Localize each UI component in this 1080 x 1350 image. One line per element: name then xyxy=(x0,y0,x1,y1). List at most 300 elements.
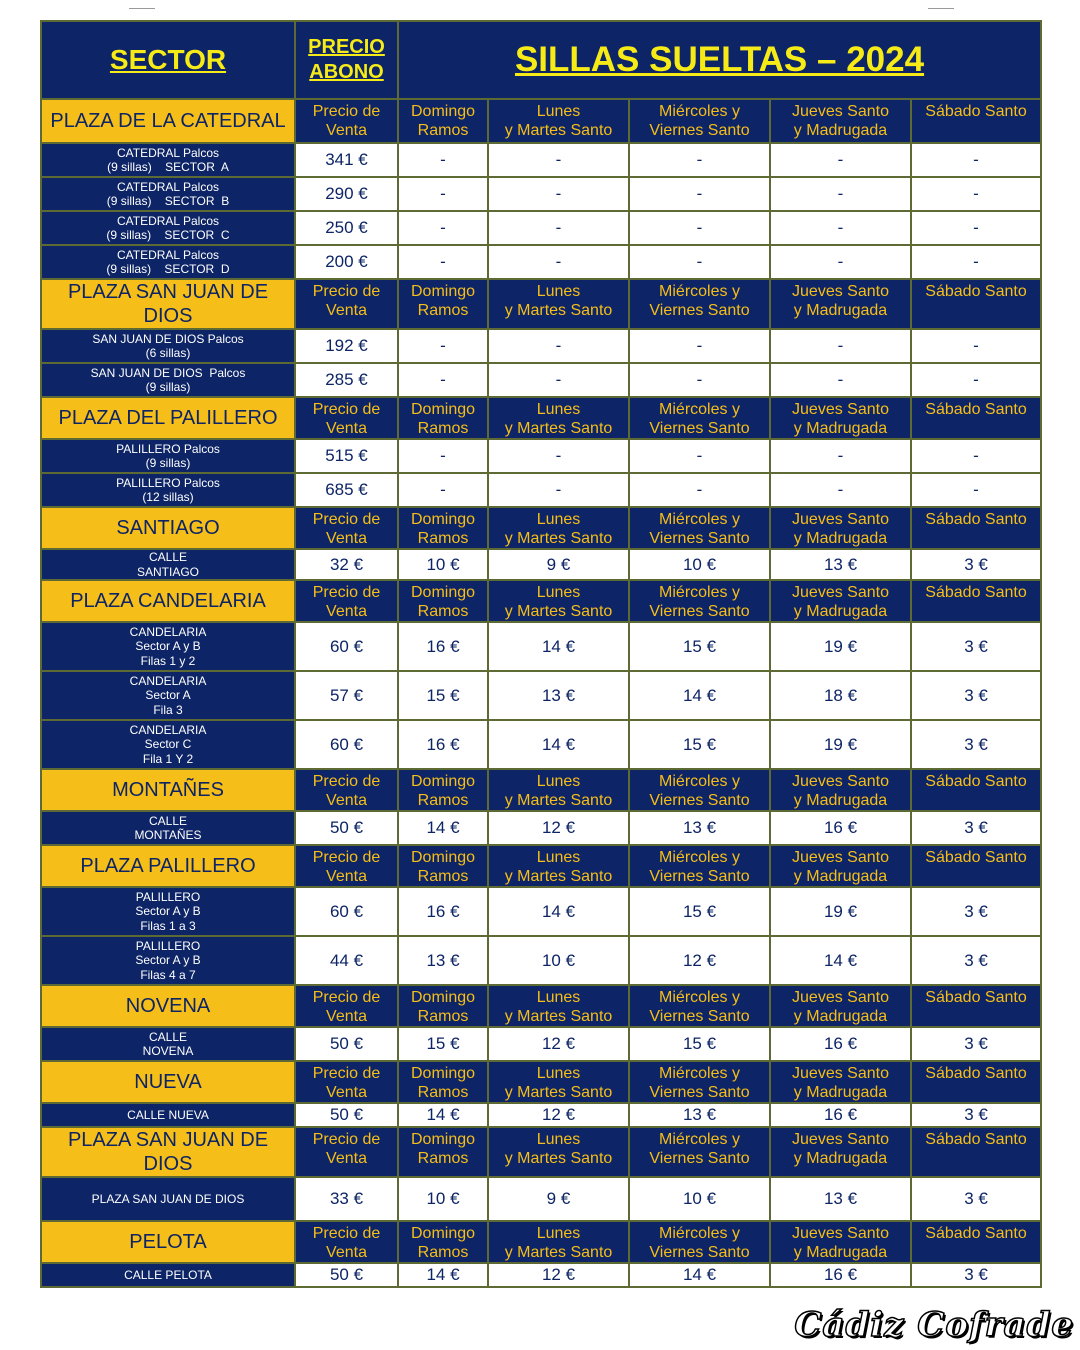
column-header xyxy=(911,845,1041,887)
price-cell: 3 € xyxy=(911,671,1041,720)
section-header-row xyxy=(41,99,1041,143)
price-cell: - xyxy=(629,177,770,211)
price-cell: 10 € xyxy=(398,1177,488,1221)
column-header xyxy=(911,985,1041,1027)
column-header-text: Lunes y Martes Santo xyxy=(504,1225,613,1261)
price-cell: 9 € xyxy=(488,1177,629,1221)
column-header-text: Precio de Venta xyxy=(312,584,381,620)
price-cell: 16 € xyxy=(770,1263,911,1287)
section-header-row xyxy=(41,985,1041,1027)
price-cell: 15 € xyxy=(629,887,770,936)
price-cell: 12 € xyxy=(488,1027,629,1061)
section-header-row xyxy=(41,1127,1041,1177)
section-name: SANTIAGO xyxy=(41,507,295,549)
column-header-text: Precio de Venta xyxy=(312,989,381,1025)
column-header xyxy=(488,985,629,1027)
price-cell: 250 € xyxy=(295,211,398,245)
column-header xyxy=(398,769,488,811)
column-header xyxy=(911,99,1041,143)
row-label xyxy=(41,887,295,936)
price-cell: 3 € xyxy=(911,549,1041,580)
column-header xyxy=(295,507,398,549)
column-header xyxy=(398,279,488,329)
section-header-row xyxy=(41,845,1041,887)
row-label xyxy=(41,329,295,363)
price-cell: - xyxy=(488,245,629,279)
price-cell: - xyxy=(770,439,911,473)
price-cell: 19 € xyxy=(770,887,911,936)
header-row xyxy=(41,21,1041,99)
row-label-text: PALILLERO Palcos (12 sillas) xyxy=(116,475,220,504)
table-row xyxy=(41,245,1041,279)
price-cell: 12 € xyxy=(488,1263,629,1287)
price-cell: - xyxy=(398,363,488,397)
column-header xyxy=(629,279,770,329)
column-header xyxy=(295,985,398,1027)
column-header-text: Lunes y Martes Santo xyxy=(504,849,613,885)
column-header xyxy=(911,1061,1041,1103)
price-cell: - xyxy=(488,211,629,245)
table-row xyxy=(41,622,1041,671)
column-header xyxy=(295,845,398,887)
section-name: PLAZA SAN JUAN DE DIOS xyxy=(41,1127,295,1177)
price-cell: 200 € xyxy=(295,245,398,279)
column-header-text: Lunes y Martes Santo xyxy=(504,584,613,620)
price-cell: - xyxy=(629,329,770,363)
price-cell: 3 € xyxy=(911,1103,1041,1127)
table-row xyxy=(41,1027,1041,1061)
row-label xyxy=(41,936,295,985)
price-cell: - xyxy=(488,143,629,177)
column-header-text: Sábado Santo xyxy=(925,584,1027,601)
column-header-text: Precio de Venta xyxy=(312,283,381,319)
price-cell: 14 € xyxy=(629,671,770,720)
row-label-text: CALLE PELOTA xyxy=(124,1267,212,1282)
price-cell: 12 € xyxy=(629,936,770,985)
row-label xyxy=(41,1027,295,1061)
precio-abono-header: PRECIO ABONO xyxy=(295,21,398,99)
price-cell: 13 € xyxy=(770,549,911,580)
row-label-text: CATEDRAL Palcos (9 sillas) SECTOR A xyxy=(107,145,229,174)
price-cell: - xyxy=(770,473,911,507)
column-header-text: Sábado Santo xyxy=(925,1225,1027,1242)
price-cell: - xyxy=(629,143,770,177)
price-cell: 33 € xyxy=(295,1177,398,1221)
column-header xyxy=(398,1127,488,1177)
price-cell: 285 € xyxy=(295,363,398,397)
price-cell: - xyxy=(911,211,1041,245)
column-header xyxy=(629,507,770,549)
price-cell: - xyxy=(488,439,629,473)
column-header xyxy=(398,1061,488,1103)
row-label xyxy=(41,720,295,769)
row-label xyxy=(41,549,295,580)
column-header xyxy=(911,580,1041,622)
price-cell: 3 € xyxy=(911,622,1041,671)
column-header-text: Domingo Ramos xyxy=(410,511,476,547)
price-table xyxy=(40,20,1042,1288)
column-header-text: Sábado Santo xyxy=(925,1065,1027,1082)
row-label xyxy=(41,671,295,720)
price-cell: - xyxy=(911,439,1041,473)
row-label xyxy=(41,1263,295,1287)
price-cell: 13 € xyxy=(488,671,629,720)
price-cell: 685 € xyxy=(295,473,398,507)
column-header xyxy=(770,397,911,439)
column-header-text: Miércoles y Viernes Santo xyxy=(649,103,750,139)
column-header-text: Precio de Venta xyxy=(312,773,381,809)
row-label-text: PALILLERO Sector A y B Filas 1 a 3 xyxy=(135,889,201,933)
table-row xyxy=(41,329,1041,363)
row-label xyxy=(41,1177,295,1221)
column-header-text: Sábado Santo xyxy=(925,511,1027,528)
column-header-text: Domingo Ramos xyxy=(410,1065,476,1101)
price-cell: 50 € xyxy=(295,1263,398,1287)
column-header-text: Jueves Santo y Madrugada xyxy=(792,511,889,547)
table-row xyxy=(41,671,1041,720)
column-header xyxy=(295,99,398,143)
row-label-text: CALLE MONTAÑES xyxy=(134,813,202,842)
column-header-text: Sábado Santo xyxy=(925,103,1027,120)
row-label-text: SAN JUAN DE DIOS Palcos (6 sillas) xyxy=(92,331,244,360)
price-cell: 19 € xyxy=(770,622,911,671)
table-row xyxy=(41,811,1041,845)
column-header xyxy=(295,1061,398,1103)
price-cell: - xyxy=(398,439,488,473)
row-label-text: PALILLERO Palcos (9 sillas) xyxy=(116,441,220,470)
price-cell: 14 € xyxy=(398,1263,488,1287)
column-header xyxy=(911,397,1041,439)
column-header xyxy=(911,279,1041,329)
column-header-text: Jueves Santo y Madrugada xyxy=(792,584,889,620)
column-header-text: Sábado Santo xyxy=(925,1131,1027,1148)
price-cell: 50 € xyxy=(295,811,398,845)
price-cell: 44 € xyxy=(295,936,398,985)
column-header xyxy=(911,507,1041,549)
column-header-text: Domingo Ramos xyxy=(410,989,476,1025)
table-row xyxy=(41,177,1041,211)
row-label-text: CATEDRAL Palcos (9 sillas) SECTOR B xyxy=(106,179,230,208)
price-cell: 13 € xyxy=(629,811,770,845)
table-row xyxy=(41,1177,1041,1221)
column-header xyxy=(911,1221,1041,1263)
price-cell: 50 € xyxy=(295,1027,398,1061)
column-header-text: Miércoles y Viernes Santo xyxy=(649,773,750,809)
column-header-text: Jueves Santo y Madrugada xyxy=(792,1225,889,1261)
column-header-text: Jueves Santo y Madrugada xyxy=(792,1131,889,1167)
price-cell: 515 € xyxy=(295,439,398,473)
price-cell: 60 € xyxy=(295,887,398,936)
column-header-text: Sábado Santo xyxy=(925,849,1027,866)
column-header xyxy=(398,1221,488,1263)
column-header xyxy=(398,985,488,1027)
price-cell: - xyxy=(488,473,629,507)
row-label-text: CANDELARIA Sector A y B Filas 1 y 2 xyxy=(129,624,207,668)
price-cell: 14 € xyxy=(488,720,629,769)
column-header-text: Domingo Ramos xyxy=(410,849,476,885)
section-name: PLAZA DEL PALILLERO xyxy=(41,397,295,439)
column-header xyxy=(629,1061,770,1103)
column-header-text: Domingo Ramos xyxy=(410,773,476,809)
column-header xyxy=(398,507,488,549)
column-header-text: Domingo Ramos xyxy=(410,1225,476,1261)
section-header-row xyxy=(41,279,1041,329)
column-header xyxy=(770,580,911,622)
column-header-text: Sábado Santo xyxy=(925,283,1027,300)
page-corner-mark-left xyxy=(129,8,155,9)
column-header xyxy=(295,397,398,439)
price-cell: 16 € xyxy=(398,622,488,671)
column-header xyxy=(770,1061,911,1103)
section-name: NOVENA xyxy=(41,985,295,1027)
column-header xyxy=(911,769,1041,811)
column-header-text: Domingo Ramos xyxy=(410,1131,476,1167)
section-header-row xyxy=(41,1061,1041,1103)
column-header xyxy=(629,1127,770,1177)
column-header-text: Jueves Santo y Madrugada xyxy=(792,103,889,139)
price-cell: 13 € xyxy=(770,1177,911,1221)
column-header xyxy=(770,507,911,549)
price-cell: 10 € xyxy=(488,936,629,985)
price-cell: 16 € xyxy=(770,1027,911,1061)
price-cell: 14 € xyxy=(398,811,488,845)
column-header-text: Jueves Santo y Madrugada xyxy=(792,401,889,437)
column-header xyxy=(770,279,911,329)
price-cell: 10 € xyxy=(629,1177,770,1221)
row-label-text: SAN JUAN DE DIOS Palcos (9 sillas) xyxy=(90,365,246,394)
column-header xyxy=(488,507,629,549)
price-cell: 290 € xyxy=(295,177,398,211)
column-header-text: Miércoles y Viernes Santo xyxy=(649,584,750,620)
price-cell: - xyxy=(770,143,911,177)
price-cell: - xyxy=(770,211,911,245)
price-cell: 16 € xyxy=(398,720,488,769)
column-header-text: Lunes y Martes Santo xyxy=(504,511,613,547)
column-header-text: Lunes y Martes Santo xyxy=(504,283,613,319)
column-header xyxy=(629,580,770,622)
column-header-text: Miércoles y Viernes Santo xyxy=(649,1225,750,1261)
price-cell: 14 € xyxy=(488,887,629,936)
column-header xyxy=(629,985,770,1027)
column-header-text: Jueves Santo y Madrugada xyxy=(792,989,889,1025)
price-cell: 341 € xyxy=(295,143,398,177)
column-header xyxy=(295,1221,398,1263)
column-header xyxy=(488,1221,629,1263)
price-cell: 9 € xyxy=(488,549,629,580)
section-name: MONTAÑES xyxy=(41,769,295,811)
row-label-text: CANDELARIA Sector A Fila 3 xyxy=(129,673,207,717)
table-row xyxy=(41,887,1041,936)
price-cell: - xyxy=(911,473,1041,507)
section-name: PELOTA xyxy=(41,1221,295,1263)
column-header-text: Lunes y Martes Santo xyxy=(504,773,613,809)
row-label xyxy=(41,811,295,845)
column-header-text: Lunes y Martes Santo xyxy=(504,103,613,139)
price-cell: 3 € xyxy=(911,936,1041,985)
column-header xyxy=(398,845,488,887)
table-row xyxy=(41,549,1041,580)
column-header xyxy=(488,397,629,439)
price-cell: 16 € xyxy=(770,811,911,845)
price-cell: 3 € xyxy=(911,1177,1041,1221)
column-header-text: Miércoles y Viernes Santo xyxy=(649,511,750,547)
table-row xyxy=(41,143,1041,177)
column-header xyxy=(488,580,629,622)
price-cell: - xyxy=(770,245,911,279)
row-label-text: CATEDRAL Palcos (9 sillas) SECTOR C xyxy=(106,213,230,242)
column-header-text: Domingo Ramos xyxy=(410,401,476,437)
price-cell: - xyxy=(398,211,488,245)
price-cell: 192 € xyxy=(295,329,398,363)
column-header-text: Jueves Santo y Madrugada xyxy=(792,773,889,809)
table-row xyxy=(41,1103,1041,1127)
row-label xyxy=(41,245,295,279)
price-cell: 15 € xyxy=(398,671,488,720)
column-header-text: Miércoles y Viernes Santo xyxy=(649,1065,750,1101)
section-name: PLAZA PALILLERO xyxy=(41,845,295,887)
column-header-text: Sábado Santo xyxy=(925,773,1027,790)
price-cell: - xyxy=(398,329,488,363)
row-label xyxy=(41,1103,295,1127)
row-label xyxy=(41,211,295,245)
column-header-text: Domingo Ramos xyxy=(410,584,476,620)
column-header xyxy=(488,845,629,887)
column-header xyxy=(398,397,488,439)
price-cell: 3 € xyxy=(911,720,1041,769)
row-label-text: CALLE NUEVA xyxy=(127,1107,209,1122)
price-cell: 15 € xyxy=(398,1027,488,1061)
price-cell: 16 € xyxy=(770,1103,911,1127)
column-header-text: Precio de Venta xyxy=(312,849,381,885)
section-name: NUEVA xyxy=(41,1061,295,1103)
column-header xyxy=(629,397,770,439)
table-row xyxy=(41,363,1041,397)
column-header-text: Lunes y Martes Santo xyxy=(504,401,613,437)
column-header-text: Domingo Ramos xyxy=(410,103,476,139)
column-header-text: Miércoles y Viernes Santo xyxy=(649,849,750,885)
price-cell: 15 € xyxy=(629,622,770,671)
column-header-text: Precio de Venta xyxy=(312,103,381,139)
price-cell: - xyxy=(770,329,911,363)
price-cell: 14 € xyxy=(398,1103,488,1127)
column-header-text: Precio de Venta xyxy=(312,1065,381,1101)
price-cell: 18 € xyxy=(770,671,911,720)
price-cell: 3 € xyxy=(911,887,1041,936)
section-header-row xyxy=(41,507,1041,549)
row-label-text: CATEDRAL Palcos (9 sillas) SECTOR D xyxy=(106,247,230,276)
price-cell: - xyxy=(629,439,770,473)
column-header-text: Miércoles y Viernes Santo xyxy=(649,1131,750,1167)
price-cell: 3 € xyxy=(911,811,1041,845)
column-header-text: Lunes y Martes Santo xyxy=(504,989,613,1025)
row-label-text: PLAZA SAN JUAN DE DIOS xyxy=(91,1191,245,1206)
column-header-text: Jueves Santo y Madrugada xyxy=(792,849,889,885)
column-header xyxy=(295,279,398,329)
column-header xyxy=(488,1061,629,1103)
column-header-text: Lunes y Martes Santo xyxy=(504,1131,613,1167)
section-header-row xyxy=(41,769,1041,811)
column-header-text: Precio de Venta xyxy=(312,401,381,437)
table-row xyxy=(41,1263,1041,1287)
page-title: SILLAS SUELTAS – 2024 xyxy=(398,21,1041,99)
column-header xyxy=(770,1221,911,1263)
column-header-text: Jueves Santo y Madrugada xyxy=(792,283,889,319)
column-header xyxy=(911,1127,1041,1177)
column-header-text: Precio de Venta xyxy=(312,1131,381,1167)
column-header xyxy=(295,769,398,811)
row-label-text: CALLE NOVENA xyxy=(142,1029,194,1058)
price-cell: 60 € xyxy=(295,622,398,671)
row-label-text: PALILLERO Sector A y B Filas 4 a 7 xyxy=(135,938,201,982)
price-cell: - xyxy=(488,177,629,211)
column-header xyxy=(629,845,770,887)
column-header xyxy=(629,1221,770,1263)
column-header-text: Domingo Ramos xyxy=(410,283,476,319)
price-cell: - xyxy=(398,143,488,177)
column-header xyxy=(488,99,629,143)
price-cell: - xyxy=(770,363,911,397)
column-header xyxy=(295,580,398,622)
row-label xyxy=(41,177,295,211)
price-cell: 60 € xyxy=(295,720,398,769)
price-cell: 32 € xyxy=(295,549,398,580)
price-cell: 19 € xyxy=(770,720,911,769)
column-header xyxy=(488,769,629,811)
column-header xyxy=(295,1127,398,1177)
column-header xyxy=(629,769,770,811)
price-cell: - xyxy=(488,329,629,363)
row-label xyxy=(41,363,295,397)
price-cell: - xyxy=(398,245,488,279)
column-header-text: Miércoles y Viernes Santo xyxy=(649,283,750,319)
section-name: PLAZA SAN JUAN DE DIOS xyxy=(41,279,295,329)
price-cell: - xyxy=(911,363,1041,397)
price-cell: 14 € xyxy=(770,936,911,985)
row-label-text: CANDELARIA Sector C Fila 1 Y 2 xyxy=(129,722,207,766)
column-header xyxy=(398,580,488,622)
price-cell: 13 € xyxy=(629,1103,770,1127)
price-cell: - xyxy=(911,177,1041,211)
table-row xyxy=(41,439,1041,473)
table-row xyxy=(41,936,1041,985)
column-header-text: Miércoles y Viernes Santo xyxy=(649,989,750,1025)
price-cell: 13 € xyxy=(398,936,488,985)
price-cell: - xyxy=(398,473,488,507)
page-corner-mark-right xyxy=(928,8,954,9)
column-header xyxy=(398,99,488,143)
row-label xyxy=(41,473,295,507)
column-header-text: Sábado Santo xyxy=(925,989,1027,1006)
column-header xyxy=(770,845,911,887)
price-cell: 15 € xyxy=(629,720,770,769)
price-cell: - xyxy=(911,143,1041,177)
section-header-row xyxy=(41,397,1041,439)
column-header xyxy=(629,99,770,143)
column-header xyxy=(488,1127,629,1177)
column-header-text: Precio de Venta xyxy=(312,1225,381,1261)
table-row xyxy=(41,720,1041,769)
column-header-text: Sábado Santo xyxy=(925,401,1027,418)
price-cell: 12 € xyxy=(488,811,629,845)
price-cell: - xyxy=(629,245,770,279)
row-label xyxy=(41,439,295,473)
price-cell: 14 € xyxy=(488,622,629,671)
price-cell: 12 € xyxy=(488,1103,629,1127)
price-cell: 3 € xyxy=(911,1027,1041,1061)
price-cell: - xyxy=(629,211,770,245)
price-cell: 14 € xyxy=(629,1263,770,1287)
price-cell: - xyxy=(911,329,1041,363)
